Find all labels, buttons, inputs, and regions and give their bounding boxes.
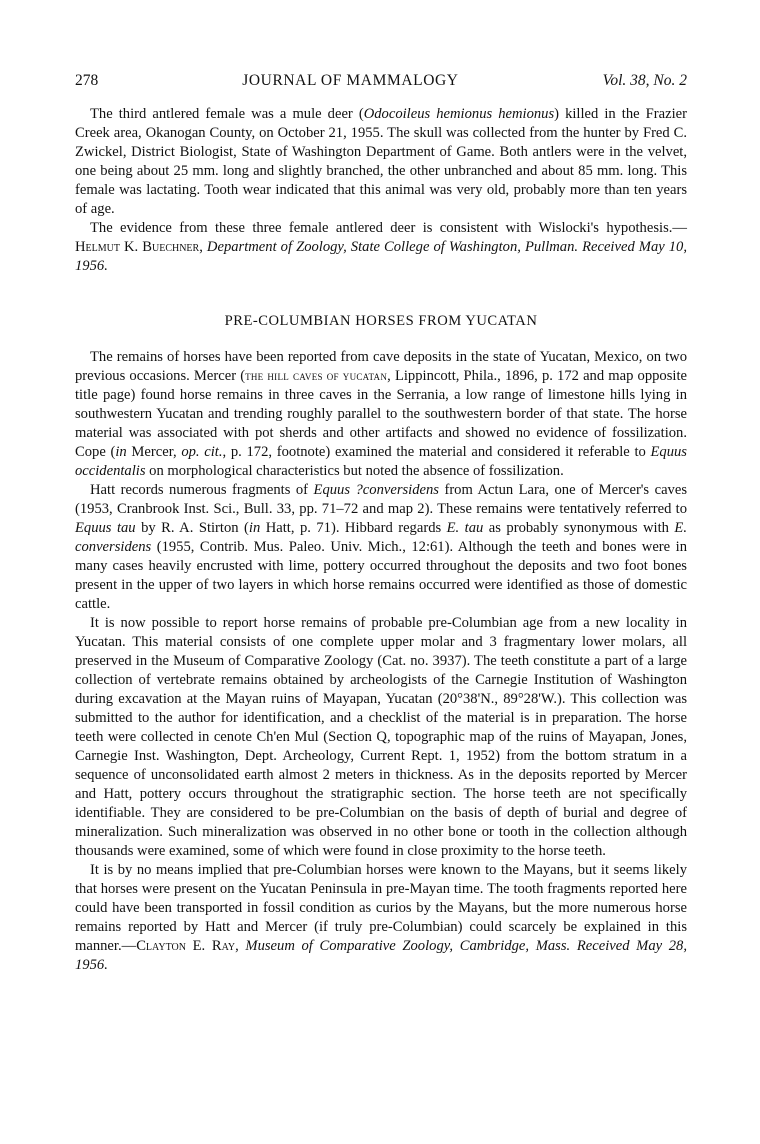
journal-title: JOURNAL OF MAMMALOGY	[242, 72, 459, 89]
page-body	[75, 105, 687, 975]
paragraph-mule-deer: The third antlered female was a mule deer (Odocoileus hemionus hemionus) killed in the Frazier Creek area, Okanogan County, on October 21, 1955. The skull was collected from the hunter by Fred C. Zwickel, District Biologist, State of Washington Department of Game. Both antlers were in the velvet, one being about 25 mm. long and slightly branched, the other unbranched and about 85 mm. long. This female was lactating. Tooth wear indicated that this animal was very old, probably more than ten years of age.	[75, 106, 687, 217]
volume-issue: Vol. 38, No. 2	[602, 72, 687, 89]
author-affiliation: Museum of Comparative Zoology, Cambridge, Mass. Received May 28, 1956.	[75, 938, 687, 973]
species-name: E. tau	[446, 520, 484, 536]
author-name: Clayton E. Ray	[136, 938, 236, 954]
species-name: Equus ?conversidens	[313, 482, 439, 498]
paragraph-new-locality: It is now possible to report horse remains of probable pre-Columbian age from a new locality in Yucatan. This material consists of one complete upper molar and 3 fragmentary lower molars, all preserved in the Museum of Comparative Zoology (Cat. no. 3937). The teeth constitute a part of a large collection of vertebrate remains obtained by archeologists of the Carnegie Institution of Washington during excavation at the Mayan ruins of Mayapan, Yucatan (20°38'N., 89°28'W.). This collection was submitted to the author for identification, and a checklist of the material is in preparation. The horse teeth were collected in cenote Ch'en Mul (Section Q, topographic map of the ruins of Mayapan, Jones, Carnegie Inst. Washington, Dept. Archeology, Current Rept. 1, 1952) from the bottom stratum in a sequence of unconsolidated earth almost 2 meters in thickness. As in the deposits reported by Mercer and Hatt, pottery occurs throughout the stratigraphic section. The horse teeth are not specifically identifiable. They are considered to be pre-Columbian on the basis of depth of burial and degree of mineralization. Such mineralization was observed in no other bone or tooth in the collection although thousands were examined, some of which were found in close proximity to the horse teeth.	[75, 615, 687, 859]
author-name: Helmut K. Buechner	[75, 239, 200, 255]
species-name: Equus tau	[75, 520, 136, 536]
author-affiliation: Department of Zoology, State College of Washington, Pullman. Received May 10, 1956.	[75, 239, 688, 274]
paragraph-discussion: It is by no means implied that pre-Columbian horses were known to the Mayans, but it seems likely that horses were present on the Yucatan Peninsula in pre-Mayan time. The tooth fragments reported here could have been transported in fossil condition as curios by the Mayans, but the more numerous horse remains reported by Hatt and Mercer (if truly pre-Columbian) could scarcely be explained in this manner.—Clayton E. Ray, Museum of Comparative Zoology, Cambridge, Mass. Received May 28, 1956.	[75, 862, 687, 973]
species-name: Equus occidentalis	[75, 444, 687, 479]
running-header	[75, 72, 687, 90]
species-name: Odocoileus hemionus hemionus	[363, 106, 555, 122]
section-title: PRE-COLUMBIAN HORSES FROM YUCATAN	[224, 313, 538, 329]
species-name: E. conversidens	[75, 520, 687, 555]
paragraph-previous-reports: The remains of horses have been reported from cave deposits in the state of Yucatan, Mexico, on two previous occasions. Mercer (the hill caves of yucatan, Lippincott, Phila., 1896, p. 172 and map opposite title page) found horse remains in three caves in the Serrania, a low range of limestone hills lying in southwestern Yucatan and trending roughly parallel to the southwestern border of that state. The horse material was associated with pot sherds and other artifacts and showed no evidence of fossilization. Cope (in Mercer, op. cit., p. 172, footnote) examined the material and considered it referable to Equus occidentalis on morphological characteristics but noted the absence of fossilization.	[75, 349, 687, 479]
book-title: the hill caves of yucatan	[245, 369, 388, 383]
page-number: 278	[75, 72, 99, 89]
paragraph-hatt-records: Hatt records numerous fragments of Equus ?conversidens from Actun Lara, one of Mercer's caves (1953, Cranbrook Inst. Sci., Bull. 33, pp. 71–72 and map 2). These remains were tentatively referred to Equus tau by R. A. Stirton (in Hatt, p. 71). Hibbard regards E. tau as probably synonymous with E. conversidens (1955, Contrib. Mus. Paleo. Univ. Mich., 12:61). Although the teeth and bones were in many cases heavily encrusted with lime, pottery occurred throughout the deposits and two foot bones present in the upper of two layers in which horse remains occurred were identified as those of domestic cattle.	[75, 482, 687, 612]
paragraph-conclusion: The evidence from these three female antlered deer is consistent with Wislocki's hypothesis.—Helmut K. Buechner, Department of Zoology, State College of Washington, Pullman. Received May 10, 1956.	[75, 220, 688, 274]
